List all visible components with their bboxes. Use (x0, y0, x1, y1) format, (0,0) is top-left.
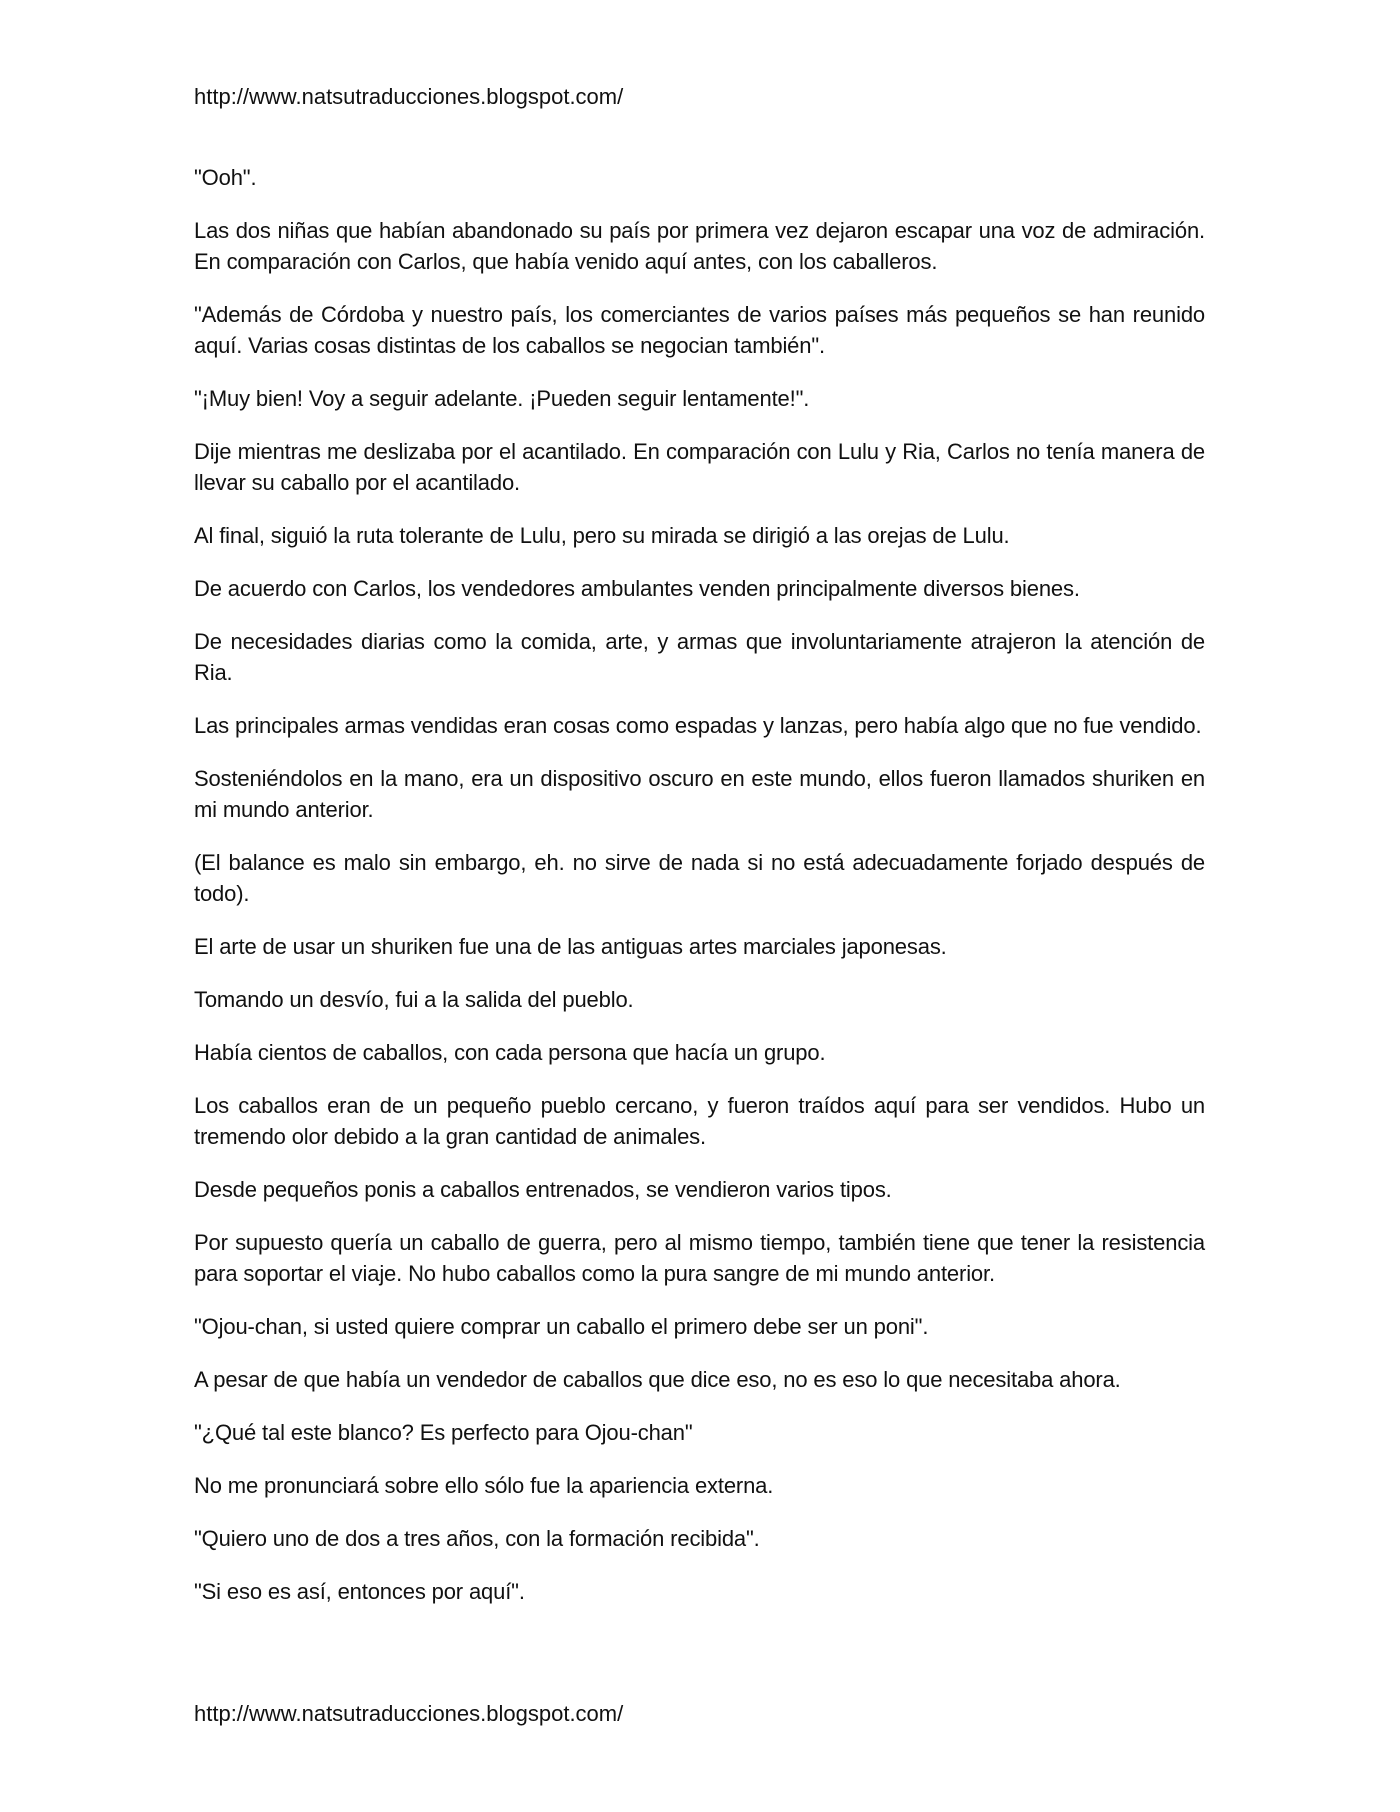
paragraph: "¿Qué tal este blanco? Es perfecto para Ojou-chan" (194, 1420, 693, 1445)
paragraph: De acuerdo con Carlos, los vendedores ambulantes venden principalmente diversos bienes. (194, 576, 1080, 601)
paragraph: Había cientos de caballos, con cada persona que hacía un grupo. (194, 1040, 826, 1065)
paragraph: Por supuesto quería un caballo de guerra, pero al mismo tiempo, también tiene que tener la resistencia para soportar el viaje. No hubo caballos como la pura sangre de mi mundo anterior. (194, 1230, 1205, 1286)
paragraph: A pesar de que había un vendedor de caballos que dice eso, no es eso lo que necesitaba ahora. (194, 1367, 1121, 1392)
paragraph: Las principales armas vendidas eran cosas como espadas y lanzas, pero había algo que no fue vendido. (194, 713, 1202, 738)
paragraph: Sosteniéndolos en la mano, era un dispositivo oscuro en este mundo, ellos fueron llamados shuriken en mi mundo anterior. (194, 766, 1205, 822)
header-url: http://www.natsutraducciones.blogspot.com/ (194, 84, 624, 109)
paragraph: "¡Muy bien! Voy a seguir adelante. ¡Pueden seguir lentamente!". (194, 386, 810, 411)
paragraph: Desde pequeños ponis a caballos entrenados, se vendieron varios tipos. (194, 1177, 892, 1202)
footer-url: http://www.natsutraducciones.blogspot.com/ (194, 1701, 624, 1726)
paragraph: Las dos niñas que habían abandonado su país por primera vez dejaron escapar una voz de admiración. En comparación con Carlos, que había venido aquí antes, con los caballeros. (194, 218, 1205, 274)
paragraph: "Quiero uno de dos a tres años, con la formación recibida". (194, 1526, 760, 1551)
paragraph: "Ojou-chan, si usted quiere comprar un caballo el primero debe ser un poni". (194, 1314, 929, 1339)
paragraph: El arte de usar un shuriken fue una de las antiguas artes marciales japonesas. (194, 934, 947, 959)
paragraph: "Además de Córdoba y nuestro país, los comerciantes de varios países más pequeños se han reunido aquí. Varias cosas distintas de los caballos se negocian también". (194, 302, 1205, 358)
paragraph: Tomando un desvío, fui a la salida del pueblo. (194, 987, 634, 1012)
paragraph: (El balance es malo sin embargo, eh. no sirve de nada si no está adecuadamente forjado después de todo). (194, 850, 1205, 906)
paragraph: No me pronunciará sobre ello sólo fue la apariencia externa. (194, 1473, 774, 1498)
paragraph: Dije mientras me deslizaba por el acantilado. En comparación con Lulu y Ria, Carlos no tenía manera de llevar su caballo por el acantilado. (194, 439, 1205, 495)
paragraph: De necesidades diarias como la comida, arte, y armas que involuntariamente atrajeron la atención de Ria. (194, 629, 1205, 685)
paragraph: Al final, siguió la ruta tolerante de Lulu, pero su mirada se dirigió a las orejas de Lulu. (194, 523, 1010, 548)
body-text (194, 162, 1205, 1629)
paragraph: "Si eso es así, entonces por aquí". (194, 1579, 525, 1604)
paragraph: Los caballos eran de un pequeño pueblo cercano, y fueron traídos aquí para ser vendidos. Hubo un tremendo olor debido a la gran cantidad de animales. (194, 1093, 1205, 1149)
paragraph: "Ooh". (194, 165, 257, 190)
